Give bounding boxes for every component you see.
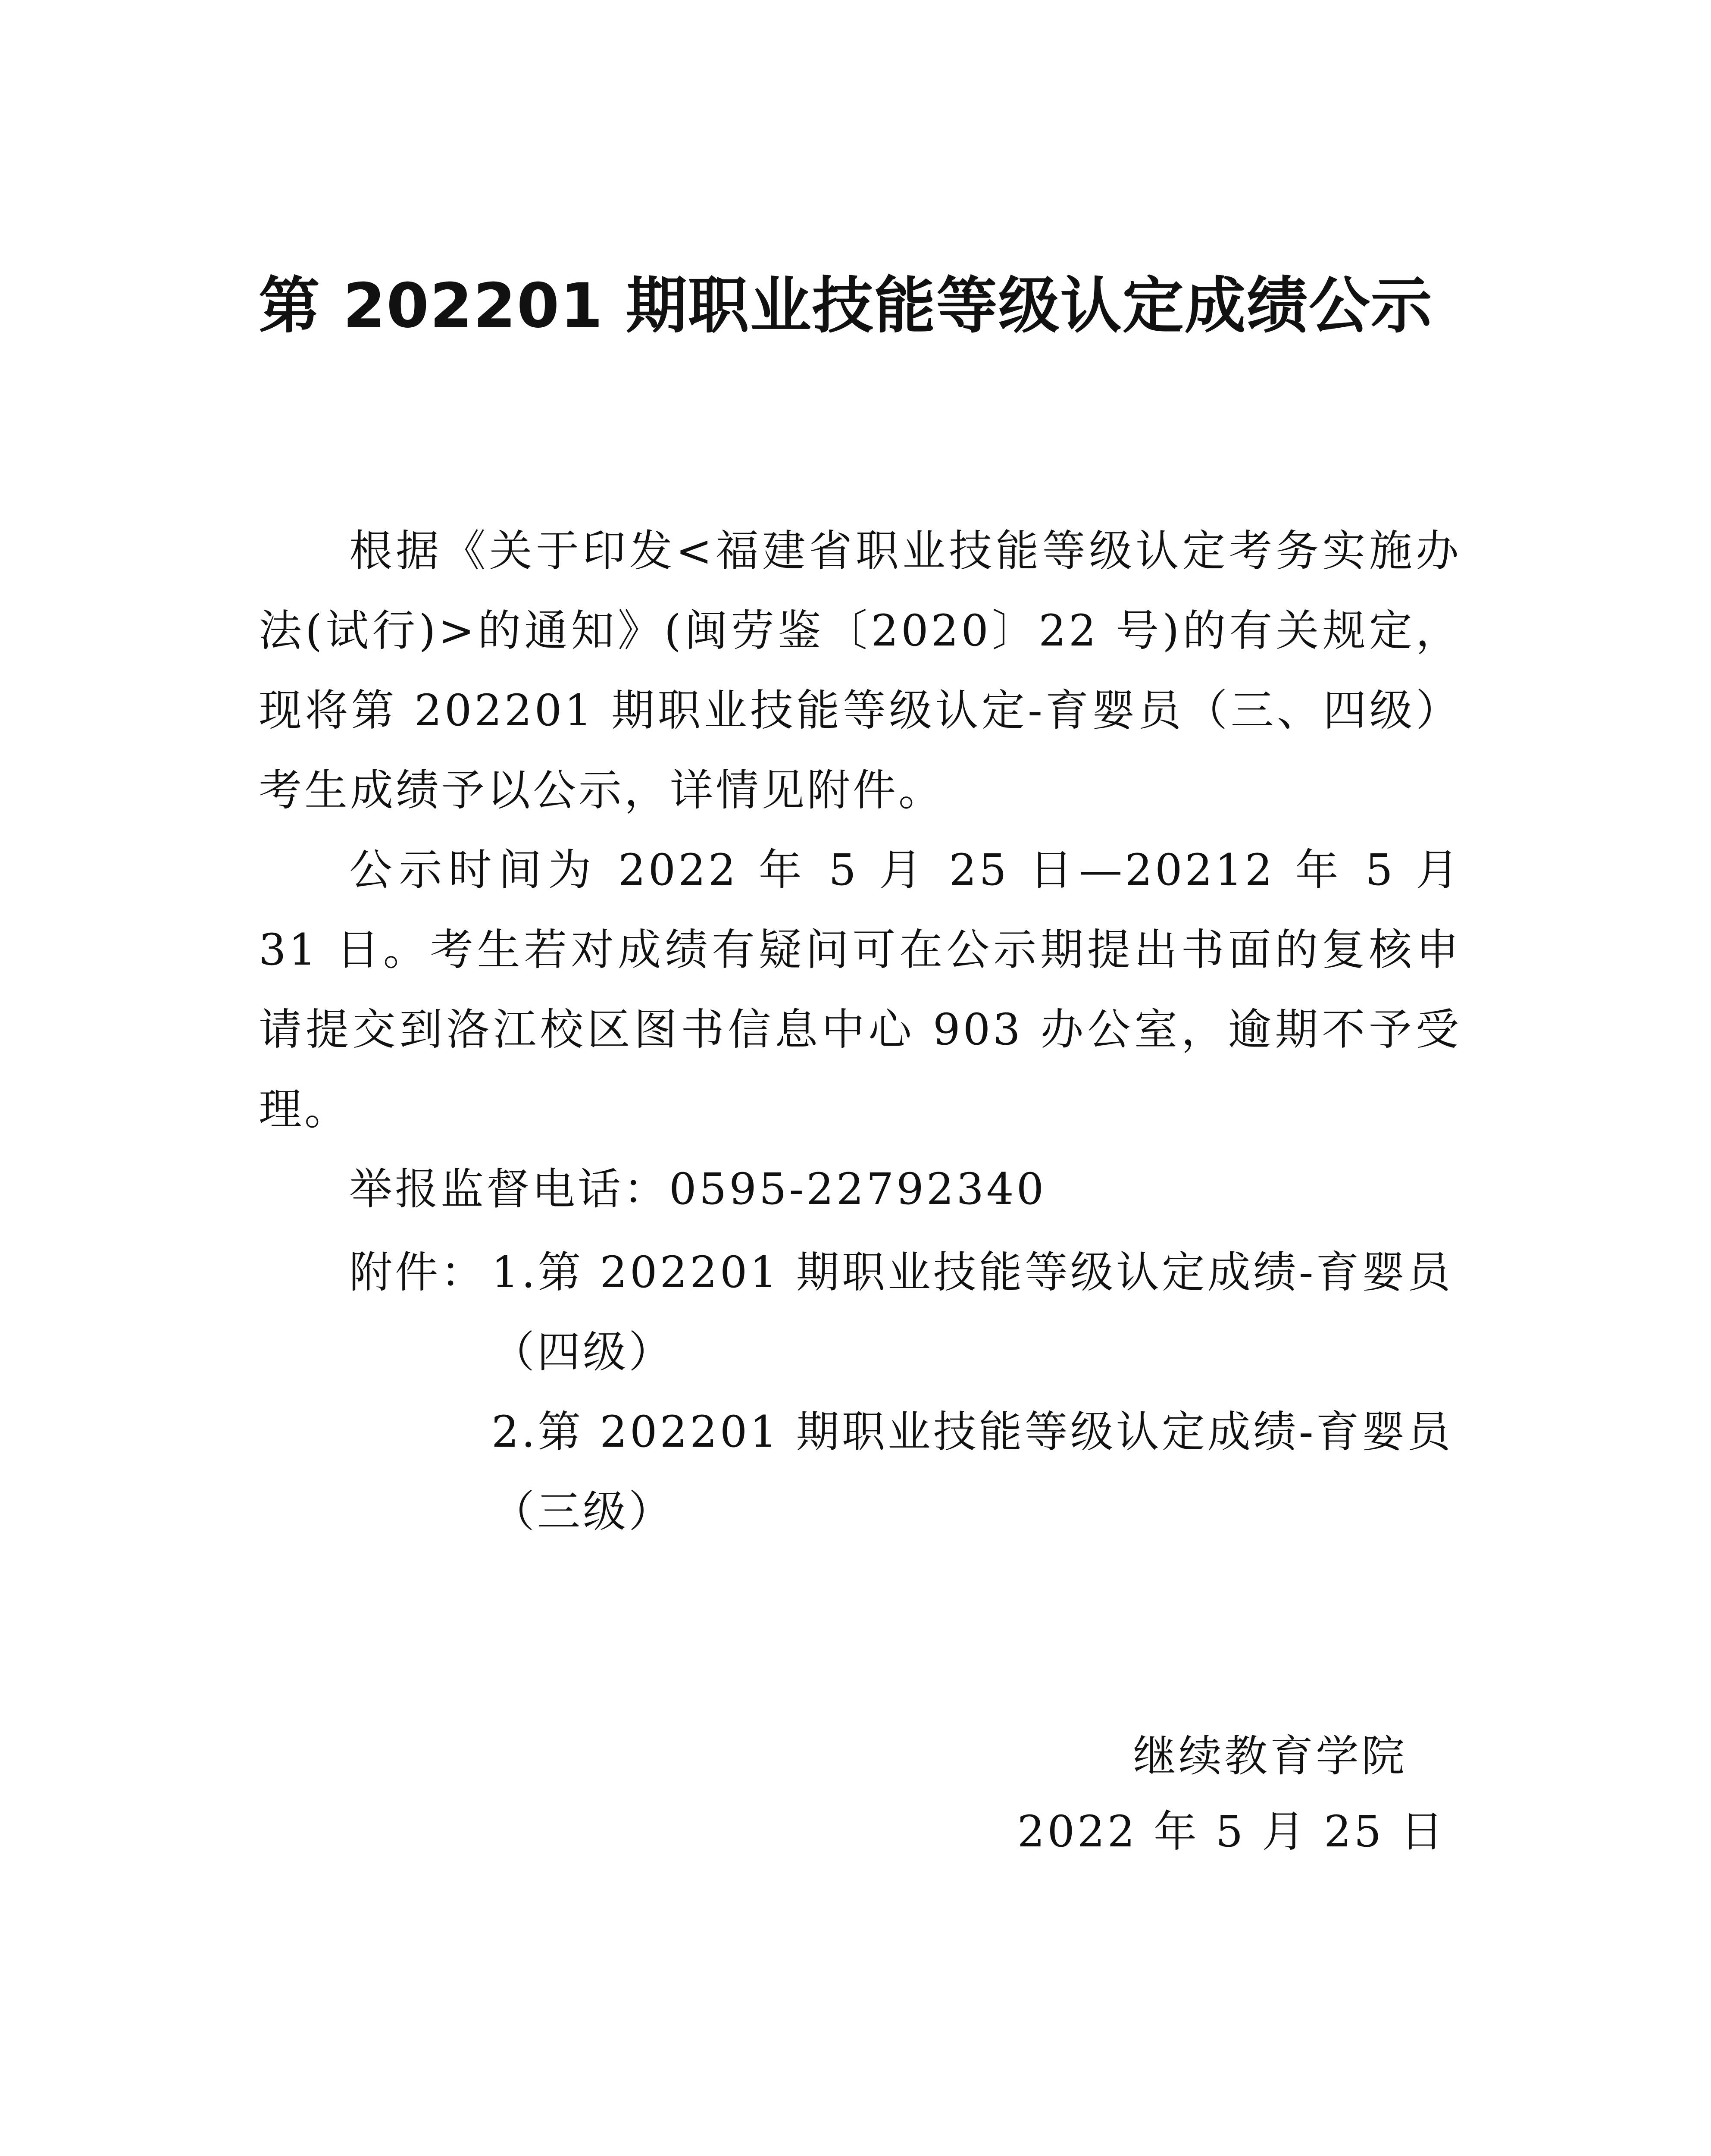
attachment-item: 1.第 202201 期职业技能等级认定成绩-育婴员（四级） [491, 1247, 1453, 1377]
signature-date: 2022 年 5 月 25 日 [1017, 1806, 1446, 1857]
attachments-section [349, 1232, 1470, 1551]
paragraph-notice: 根据《关于印发<福建省职业技能等级认定考务实施办法(试行)>的通知》(闽劳鉴〔2020〕22 号)的有关规定，现将第 202201 期职业技能等级认定-育婴员（三、四级）考生成绩予以公示，详情见附件。 [259, 526, 1461, 815]
document-title: 第 202201 期职业技能等级认定成绩公示 [259, 270, 1433, 342]
attachments-label-spacer [349, 1392, 491, 1551]
paragraph-hotline: 举报监督电话：0595-22792340 [349, 1164, 1047, 1214]
signature-block [1017, 1718, 1446, 1869]
document-body [259, 511, 1461, 1229]
attachment-row-2 [349, 1392, 1470, 1551]
attachments-label: 附件： [349, 1247, 486, 1297]
signature-organization: 继续教育学院 [1133, 1731, 1407, 1781]
paragraph-period: 公示时间为 2022 年 5 月 25 日—20212 年 5 月 31 日。考生若对成绩有疑问可在公示期提出书面的复核申请提交到洛江校区图书信息中心 903 办公室，逾期不予受理。 [259, 845, 1461, 1134]
attachment-item: 2.第 202201 期职业技能等级认定成绩-育婴员（三级） [491, 1407, 1453, 1537]
attachment-row-1 [349, 1232, 1470, 1392]
